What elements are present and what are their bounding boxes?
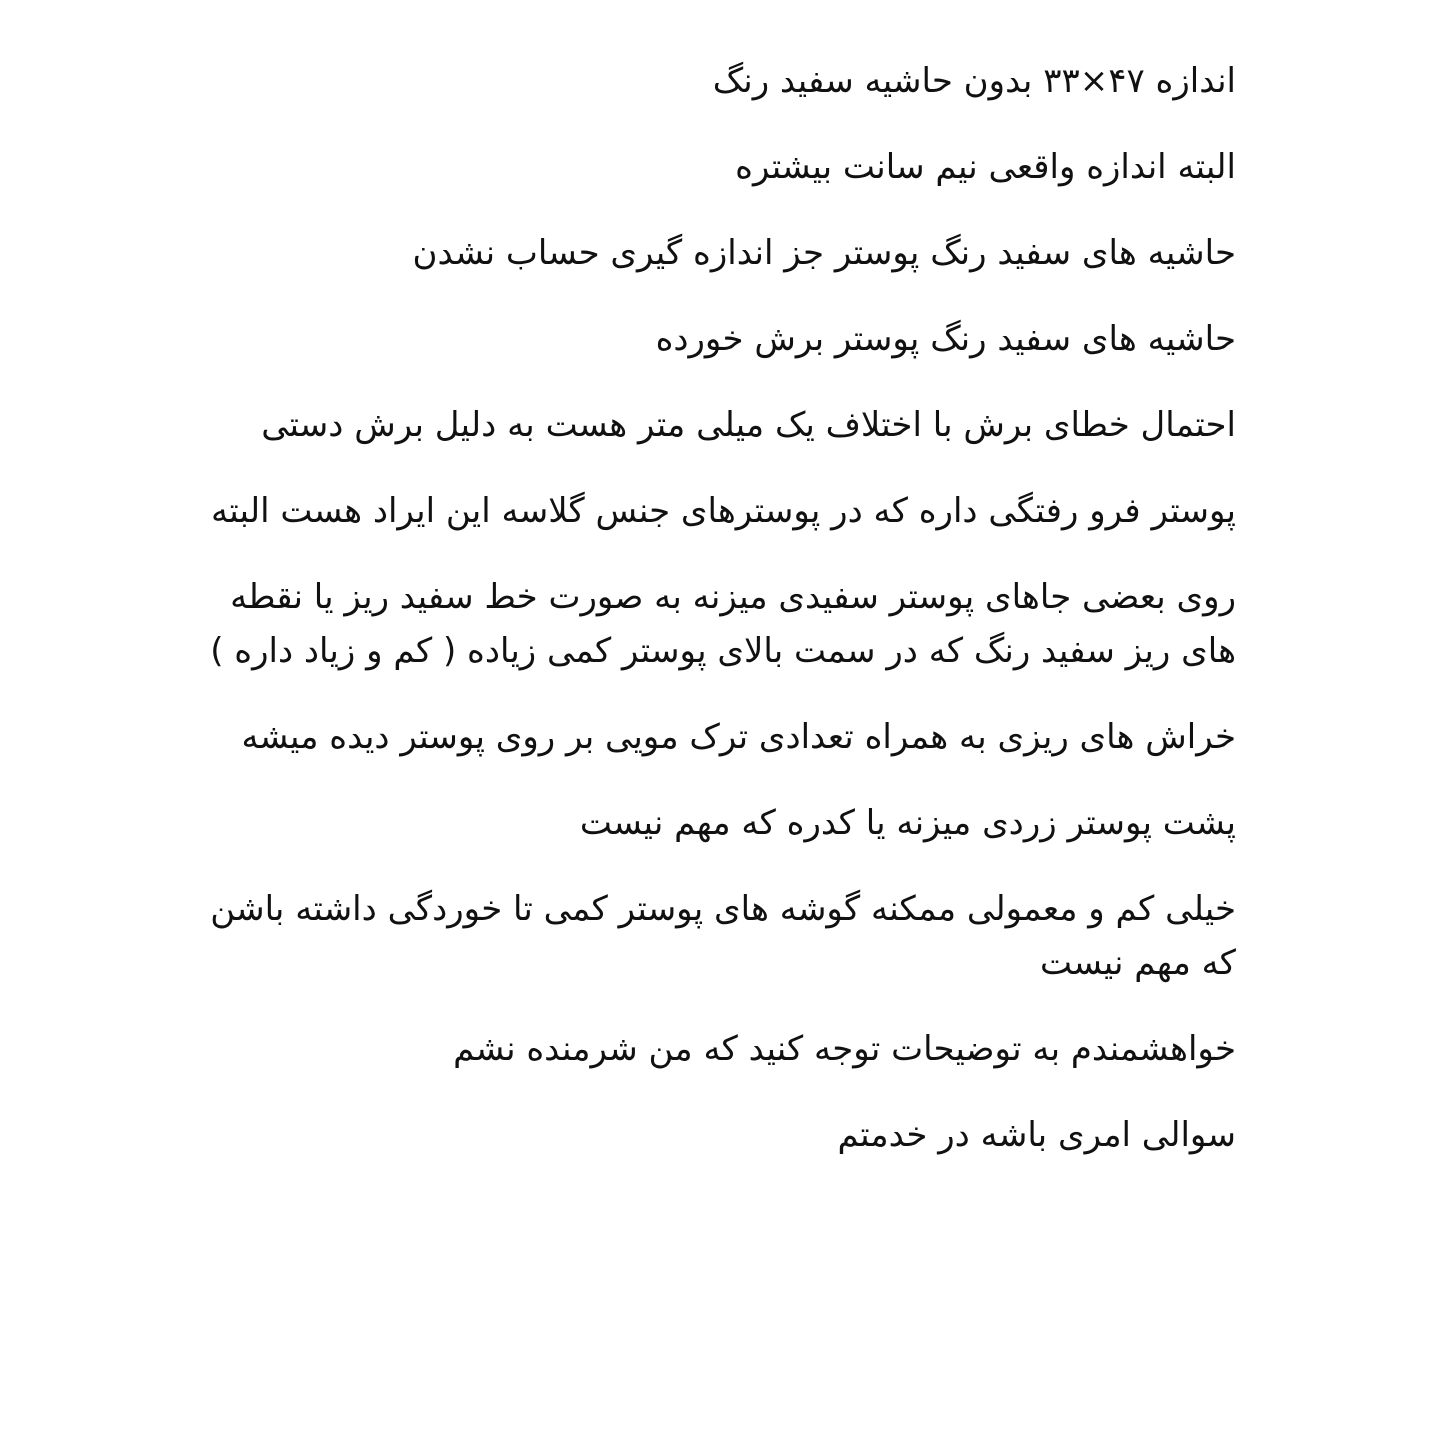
paragraph-corner-folds: خیلی کم و معمولی ممکنه گوشه های پوستر کمی تا خوردگی داشته باشن که مهم نیست: [210, 889, 1236, 983]
paragraph-cut-error: احتمال خطای برش با اختلاف یک میلی متر هست به دلیل برش دستی: [261, 405, 1236, 445]
paragraph-size: اندازه ۴۷×۳۳ بدون حاشیه سفید رنگ: [712, 61, 1236, 101]
paragraph-scratches: خراش های ریزی به همراه تعدادی ترک مویی بر روی پوستر دیده میشه: [241, 717, 1236, 757]
paragraph-back-yellowing: پشت پوستر زردی میزنه یا کدره که مهم نیست: [579, 803, 1236, 843]
paragraph-white-spots: روی بعضی جاهای پوستر سفیدی میزنه به صورت خط سفید ریز یا نقطه های ریز سفید رنگ که در سمت بالای پوستر کمی زیاده ( کم و زیاد داره ): [210, 577, 1236, 671]
paragraph-questions: سوالی امری باشه در خدمتم: [837, 1115, 1236, 1155]
paragraph-margins-cut: حاشیه های سفید رنگ پوستر برش خورده: [655, 319, 1236, 359]
paragraph-dents: پوستر فرو رفتگی داره که در پوسترهای جنس گلاسه این ایراد هست البته: [211, 491, 1236, 531]
paragraph-please-read: خواهشمندم به توضیحات توجه کنید که من شرمنده نشم: [453, 1029, 1236, 1069]
note-text-block: [206, 54, 1236, 1194]
paragraph-margins-not-counted: حاشیه های سفید رنگ پوستر جز اندازه گیری حساب نشدن: [412, 233, 1236, 273]
paragraph-actual-size: البته اندازه واقعی نیم سانت بیشتره: [735, 147, 1236, 187]
